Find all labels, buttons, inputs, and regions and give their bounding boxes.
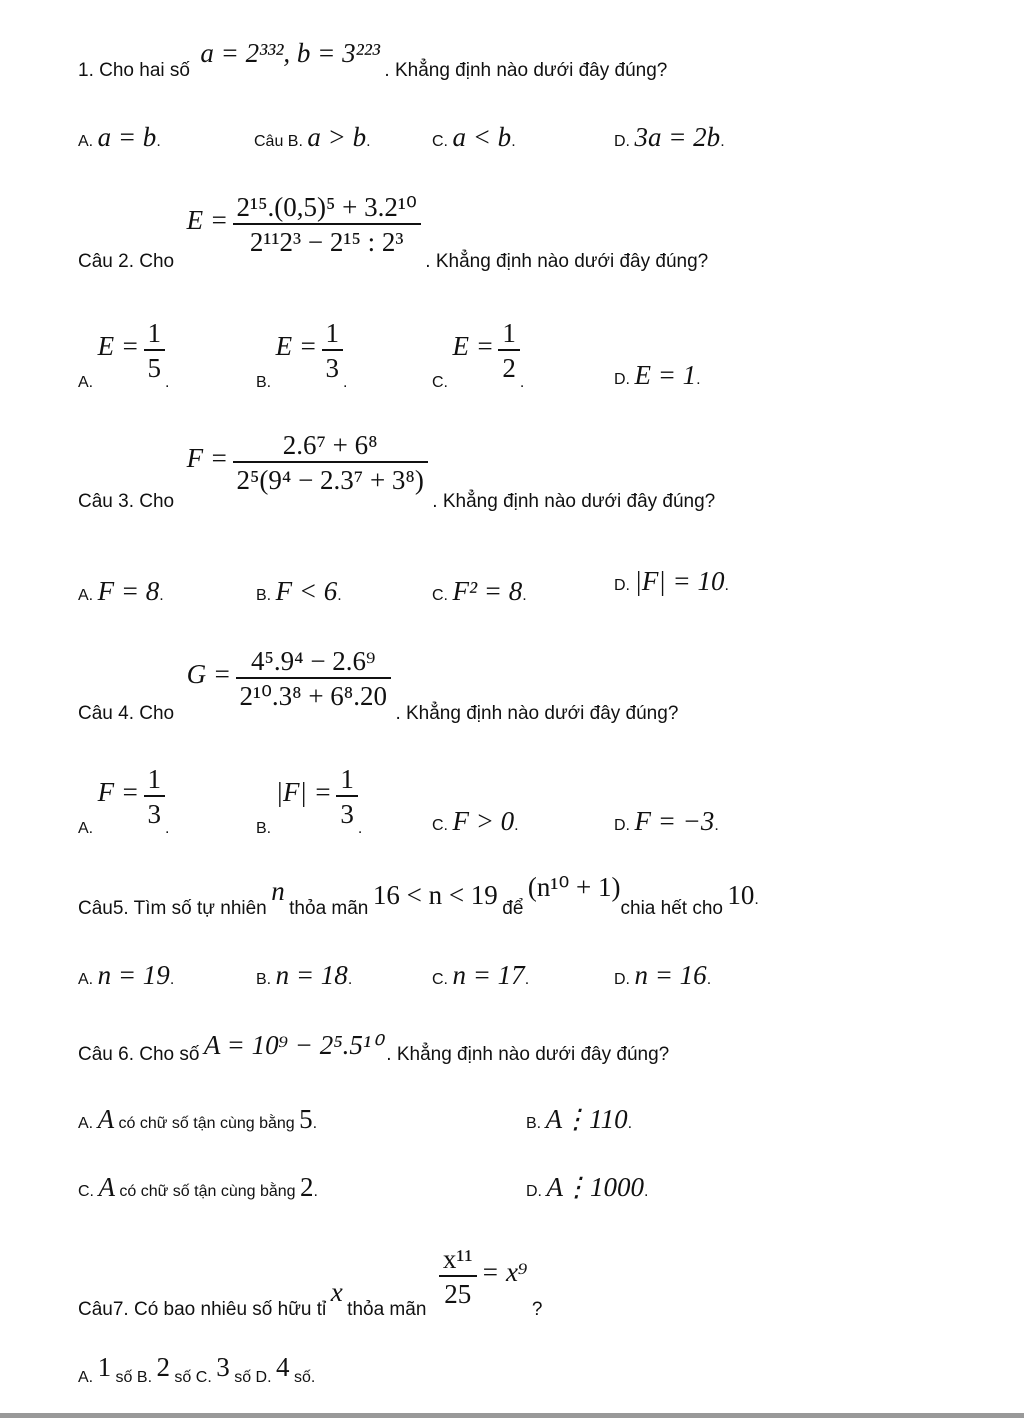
q1-option-a[interactable]: A. a = b. (78, 122, 161, 152)
q5-option-c[interactable]: C. n = 17. (432, 960, 530, 990)
q5-divisor: 10 (727, 880, 755, 910)
q3-option-a[interactable]: A. F = 8. (78, 576, 164, 606)
q2-option-a[interactable]: A. E = $\frac{1}{5}$ . (78, 318, 170, 392)
q2-suffix: . Khẳng định nào dưới đây đúng? (425, 251, 709, 273)
q3-fraction: $\frac{\text{2.6⁷ + 6⁸}}{\text{2⁵(9⁴ − 2.3⁷ + 3⁸)}}$ (233, 430, 428, 496)
q6-prefix: Câu 6. Cho số (78, 1044, 200, 1065)
page-bottom-border (0, 1413, 1024, 1418)
q4-prefix: Câu 4. Cho (78, 703, 175, 725)
q7-rhs: = x⁹ (481, 1257, 528, 1288)
q2-option-d[interactable]: D. E = 1. (614, 360, 701, 390)
q2-lhs: E = (186, 205, 229, 236)
question-6 (78, 1030, 670, 1067)
q3-lhs: F = (186, 443, 229, 474)
question-5: Câu5. Tìm số tự nhiên n thỏa mãn 16 < n < 19 để (n¹⁰ + 1)chia hết cho 10. (78, 872, 759, 919)
q4-suffix: . Khẳng định nào dưới đây đúng? (395, 703, 679, 725)
q3-option-d[interactable]: D. |F| = 10. (614, 566, 729, 596)
q6-suffix: . Khẳng định nào dưới đây đúng? (386, 1044, 670, 1065)
q6-option-c[interactable]: C. A có chữ số tận cùng bằng 2. (78, 1172, 318, 1202)
q1-prefix: 1. Cho hai số (78, 60, 190, 81)
q5-option-d[interactable]: D. n = 16. (614, 960, 712, 990)
q5-var: n (271, 876, 285, 906)
q7-option-a[interactable]: A. 1 số (78, 1352, 133, 1386)
q6-option-d[interactable]: D. A⋮1000. (526, 1172, 649, 1202)
q1-suffix: . Khẳng định nào dưới đây đúng? (384, 60, 668, 81)
q5-option-a[interactable]: A. n = 19. (78, 960, 175, 990)
q7-var: x (330, 1277, 343, 1308)
q1-option-b[interactable]: Câu B. a > b. (254, 122, 371, 152)
q5-range: 16 < n < 19 (372, 880, 498, 910)
question-3 (78, 430, 716, 513)
q1-option-d[interactable]: D. 3a = 2b. (614, 122, 725, 152)
question-4 (78, 646, 679, 725)
q6-expression: A = 10⁹ − 2⁵.5¹⁰ (203, 1030, 382, 1060)
q6-option-a[interactable]: A. A có chữ số tận cùng bằng 5. (78, 1104, 318, 1134)
q2-prefix: Câu 2. Cho (78, 251, 175, 273)
q3-suffix: . Khẳng định nào dưới đây đúng? (432, 491, 716, 513)
q7-option-b[interactable]: B. 2 số (136, 1352, 192, 1386)
q5-prefix: Câu5. Tìm số tự nhiên (78, 898, 267, 919)
q7-prefix: Câu7. Có bao nhiêu số hữu tỉ (78, 1299, 327, 1321)
q6-option-b[interactable]: B. A⋮110. (526, 1104, 633, 1134)
q3-prefix: Câu 3. Cho (78, 491, 175, 513)
q7-option-c[interactable]: C. 3 số (195, 1352, 252, 1386)
q5-option-b[interactable]: B. n = 18. (256, 960, 353, 990)
q2-fraction: $\frac{\text{2¹⁵.(0,5)⁵ + 3.2¹⁰}}{\text{2¹¹2³ − 2¹⁵ : 2³}}$ (233, 192, 421, 258)
q4-lhs: G = (186, 659, 232, 690)
q1-option-c[interactable]: C. a < b. (432, 122, 516, 152)
q5-expression: (n¹⁰ + 1) (527, 872, 621, 902)
q4-option-d[interactable]: D. F = −3. (614, 806, 719, 836)
q3-option-c[interactable]: C. F² = 8. (432, 576, 527, 606)
q7-options (78, 1352, 316, 1389)
q3-option-b[interactable]: B. F < 6. (256, 576, 342, 606)
q4-option-a[interactable]: A. F = $\frac{1}{3}$ . (78, 764, 170, 838)
question-1 (78, 38, 668, 83)
q2-option-b[interactable]: B. E = $\frac{1}{3}$ . (256, 318, 348, 392)
q7-option-d[interactable]: D. 4 số. (255, 1352, 316, 1386)
q4-option-b[interactable]: B. |F| = $\frac{1}{3}$ . (256, 764, 363, 838)
q1-expression: a = 2³³², b = 3²²³ (200, 38, 380, 68)
question-2 (78, 192, 709, 273)
q7-fraction: $\frac{\text{x¹¹}}{25}$ (439, 1244, 477, 1310)
q2-option-c[interactable]: C. E = $\frac{1}{2}$ . (432, 318, 525, 392)
question-7: Câu7. Có bao nhiêu số hữu tỉ x thỏa mãn $\frac{\text{x¹¹}}{25}$ = x⁹ ? (78, 1244, 543, 1321)
q4-fraction: $\frac{\text{4⁵.9⁴ − 2.6⁹}}{\text{2¹⁰.3⁸ + 6⁸.20}}$ (236, 646, 391, 712)
q4-option-c[interactable]: C. F > 0. (432, 806, 519, 836)
